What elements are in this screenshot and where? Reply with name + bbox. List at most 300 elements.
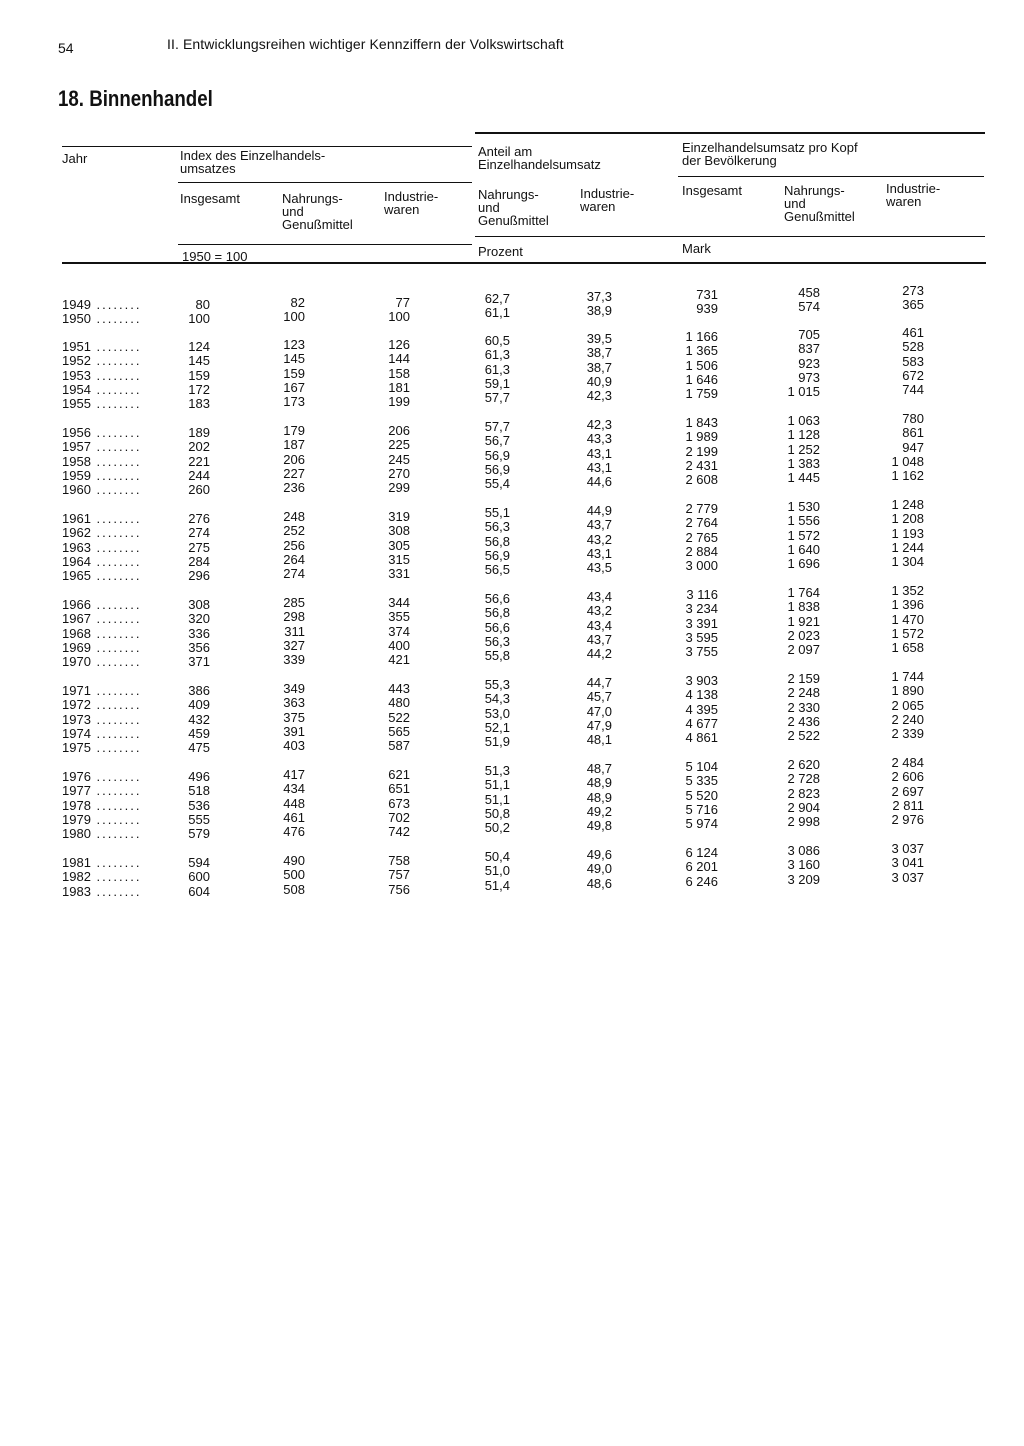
table-cell: 60,5 bbox=[484, 333, 510, 348]
table-cell: 742 bbox=[388, 824, 410, 840]
table-cell: 400 bbox=[388, 637, 410, 653]
table-cell: 48,9 bbox=[586, 775, 612, 791]
table-cell: 1 646 bbox=[685, 371, 718, 387]
table-cell: 50,2 bbox=[484, 820, 510, 836]
table-cell: 5 104 bbox=[685, 759, 718, 774]
table-cell: 702 bbox=[388, 809, 410, 825]
table-cell: 56,7 bbox=[484, 433, 510, 449]
table-cell: 461 bbox=[902, 325, 924, 340]
table-cell: 296 bbox=[188, 568, 210, 584]
year-label: 1973 bbox=[62, 711, 91, 727]
table-cell: 480 bbox=[388, 695, 410, 711]
table-cell: 3 595 bbox=[685, 629, 718, 645]
table-cell: 672 bbox=[902, 367, 924, 383]
table-cell: 2 608 bbox=[685, 472, 718, 488]
row-year bbox=[62, 741, 141, 755]
table-cell: 344 bbox=[388, 595, 410, 610]
table-cell: 55,1 bbox=[484, 505, 510, 520]
table-cell: 1 396 bbox=[891, 597, 924, 613]
table-cell: 56,3 bbox=[484, 519, 510, 535]
table-cell: 1 252 bbox=[787, 441, 820, 457]
table-cell: 308 bbox=[188, 597, 210, 612]
row-year bbox=[62, 569, 141, 583]
year-label: 1956 bbox=[62, 425, 91, 440]
table-cell: 458 bbox=[798, 285, 820, 300]
row-year bbox=[62, 655, 141, 669]
table-cell: 284 bbox=[188, 553, 210, 569]
leader-dots: ........ bbox=[90, 297, 142, 312]
table-cell: 1 365 bbox=[685, 343, 718, 359]
table-cell: 1 063 bbox=[787, 413, 820, 428]
table-cell: 417 bbox=[283, 767, 305, 782]
table-cell: 145 bbox=[188, 353, 210, 369]
table-cell: 40,9 bbox=[586, 373, 612, 389]
table-cell: 490 bbox=[283, 853, 305, 868]
table-cell: 1 383 bbox=[787, 455, 820, 471]
table-cell: 528 bbox=[902, 339, 924, 355]
table-cell: 38,7 bbox=[586, 345, 612, 361]
table-cell: 298 bbox=[283, 609, 305, 625]
leader-dots: ........ bbox=[90, 883, 142, 899]
table-cell: 49,6 bbox=[586, 847, 612, 862]
leader-dots: ........ bbox=[90, 339, 142, 354]
table-cell: 37,3 bbox=[586, 289, 612, 304]
table-cell: 6 124 bbox=[685, 845, 718, 860]
table-cell: 2 484 bbox=[891, 755, 924, 770]
table-cell: 3 000 bbox=[685, 558, 718, 574]
table-cell: 1 530 bbox=[787, 499, 820, 514]
table-cell: 2 606 bbox=[891, 769, 924, 785]
table-cell: 403 bbox=[283, 738, 305, 754]
leader-dots: ........ bbox=[90, 855, 142, 870]
page-number: 54 bbox=[58, 40, 74, 56]
table-cell: 939 bbox=[696, 301, 718, 317]
table-cell: 621 bbox=[388, 767, 410, 782]
table-cell: 459 bbox=[188, 725, 210, 741]
row-year bbox=[62, 397, 141, 411]
table-cell: 49,0 bbox=[586, 861, 612, 877]
table-cell: 1 445 bbox=[787, 470, 820, 486]
table-cell: 594 bbox=[188, 855, 210, 870]
table-cell: 651 bbox=[388, 781, 410, 797]
table-cell: 780 bbox=[902, 411, 924, 426]
table-cell: 1 572 bbox=[787, 527, 820, 543]
table-cell: 421 bbox=[388, 652, 410, 668]
table-cell: 2 998 bbox=[787, 814, 820, 830]
table-cell: 3 903 bbox=[685, 673, 718, 688]
table-cell: 43,3 bbox=[586, 431, 612, 447]
year-label: 1965 bbox=[62, 568, 91, 584]
table-cell: 56,8 bbox=[484, 605, 510, 621]
table-cell: 2 823 bbox=[787, 785, 820, 801]
table-cell: 158 bbox=[388, 365, 410, 381]
table-cell: 48,7 bbox=[586, 761, 612, 776]
table-cell: 55,3 bbox=[484, 677, 510, 692]
table-cell: 4 138 bbox=[685, 687, 718, 703]
leader-dots: ........ bbox=[90, 511, 142, 526]
leader-dots: ........ bbox=[90, 482, 142, 498]
table-cell: 3 086 bbox=[787, 843, 820, 858]
table-cell: 758 bbox=[388, 853, 410, 868]
table-cell: 276 bbox=[188, 511, 210, 526]
table-cell: 299 bbox=[388, 480, 410, 496]
year-label: 1962 bbox=[62, 525, 91, 541]
table-cell: 1 304 bbox=[891, 554, 924, 570]
table-cell: 496 bbox=[188, 769, 210, 784]
table-title: 18. Binnenhandel bbox=[58, 86, 213, 111]
year-label: 1949 bbox=[62, 297, 91, 312]
table-cell: 1 244 bbox=[891, 539, 924, 555]
year-label: 1964 bbox=[62, 553, 91, 569]
table-cell: 2 065 bbox=[891, 697, 924, 713]
table-cell: 256 bbox=[283, 537, 305, 553]
table-cell: 2 728 bbox=[787, 771, 820, 787]
table-cell: 2 522 bbox=[787, 728, 820, 744]
table-cell: 1 843 bbox=[685, 415, 718, 430]
table-cell: 56,9 bbox=[484, 461, 510, 477]
table-cell: 274 bbox=[188, 525, 210, 541]
year-label: 1963 bbox=[62, 539, 91, 555]
table-cell: 2 884 bbox=[685, 543, 718, 559]
table-cell: 252 bbox=[283, 523, 305, 539]
table-cell: 227 bbox=[283, 465, 305, 481]
table-cell: 54,3 bbox=[484, 691, 510, 707]
table-cell: 4 677 bbox=[685, 715, 718, 731]
table-cell: 48,9 bbox=[586, 789, 612, 805]
leader-dots: ........ bbox=[90, 869, 142, 885]
table-cell: 51,1 bbox=[484, 777, 510, 793]
table-cell: 82 bbox=[290, 295, 305, 310]
table-cell: 1 048 bbox=[891, 453, 924, 469]
table-cell: 1 759 bbox=[685, 386, 718, 402]
table-cell: 2 764 bbox=[685, 515, 718, 531]
table-cell: 386 bbox=[188, 683, 210, 698]
year-label: 1983 bbox=[62, 883, 91, 899]
col-jahr-header: Jahr bbox=[62, 151, 88, 166]
year-label: 1955 bbox=[62, 396, 91, 412]
year-label: 1951 bbox=[62, 339, 91, 354]
table-cell: 1 921 bbox=[787, 613, 820, 629]
table-cell: 245 bbox=[388, 451, 410, 467]
table-cell: 167 bbox=[283, 379, 305, 395]
table-cell: 43,2 bbox=[586, 531, 612, 547]
table-cell: 53,0 bbox=[484, 705, 510, 721]
table-cell: 43,4 bbox=[586, 589, 612, 604]
table-cell: 56,6 bbox=[484, 619, 510, 635]
table-cell: 50,8 bbox=[484, 805, 510, 821]
table-cell: 1 015 bbox=[787, 384, 820, 400]
table-cell: 391 bbox=[283, 723, 305, 739]
table-cell: 3 041 bbox=[891, 855, 924, 871]
table-cell: 673 bbox=[388, 795, 410, 811]
table-cell: 1 989 bbox=[685, 429, 718, 445]
year-label: 1981 bbox=[62, 855, 91, 870]
leader-dots: ........ bbox=[90, 740, 142, 756]
leader-dots: ........ bbox=[90, 553, 142, 569]
table-cell: 371 bbox=[188, 654, 210, 670]
col-prokopf-industrie-header: Industrie- waren bbox=[886, 181, 941, 209]
table-cell: 2 159 bbox=[787, 671, 820, 686]
table-cell: 3 391 bbox=[685, 615, 718, 631]
table-cell: 59,1 bbox=[484, 375, 510, 391]
table-cell: 2 023 bbox=[787, 627, 820, 643]
table-cell: 331 bbox=[388, 566, 410, 582]
leader-dots: ........ bbox=[90, 396, 142, 412]
table-cell: 124 bbox=[188, 339, 210, 354]
row-year bbox=[62, 827, 141, 841]
leader-dots: ........ bbox=[90, 625, 142, 641]
table-cell: 173 bbox=[283, 394, 305, 410]
table-cell: 42,3 bbox=[586, 388, 612, 404]
table-cell: 2 199 bbox=[685, 443, 718, 459]
unit-mark: Mark bbox=[682, 241, 711, 256]
table-cell: 49,8 bbox=[586, 818, 612, 834]
year-label: 1980 bbox=[62, 826, 91, 842]
table-cell: 43,7 bbox=[586, 517, 612, 533]
table-cell: 308 bbox=[388, 523, 410, 539]
table-cell: 1 470 bbox=[891, 611, 924, 627]
leader-dots: ........ bbox=[90, 425, 142, 440]
table-cell: 6 201 bbox=[685, 859, 718, 875]
table-cell: 206 bbox=[388, 423, 410, 438]
leader-dots: ........ bbox=[90, 769, 142, 784]
table-cell: 275 bbox=[188, 539, 210, 555]
leader-dots: ........ bbox=[90, 539, 142, 555]
table-cell: 47,0 bbox=[586, 703, 612, 719]
rule-group3-sub bbox=[678, 176, 984, 177]
table-cell: 172 bbox=[188, 381, 210, 397]
leader-dots: ........ bbox=[90, 797, 142, 813]
table-cell: 48,1 bbox=[586, 732, 612, 748]
year-label: 1967 bbox=[62, 611, 91, 627]
table-cell: 583 bbox=[902, 353, 924, 369]
table-cell: 273 bbox=[902, 283, 924, 298]
table-cell: 56,8 bbox=[484, 533, 510, 549]
year-label: 1971 bbox=[62, 683, 91, 698]
rule-units-1 bbox=[178, 244, 472, 245]
table-cell: 1 248 bbox=[891, 497, 924, 512]
table-cell: 579 bbox=[188, 826, 210, 842]
table-cell: 508 bbox=[283, 881, 305, 897]
leader-dots: ........ bbox=[90, 439, 142, 455]
table-cell: 2 620 bbox=[787, 757, 820, 772]
leader-dots: ........ bbox=[90, 811, 142, 827]
table-cell: 100 bbox=[388, 309, 410, 325]
table-cell: 1 764 bbox=[787, 585, 820, 600]
table-cell: 327 bbox=[283, 637, 305, 653]
table-cell: 199 bbox=[388, 394, 410, 410]
table-cell: 236 bbox=[283, 480, 305, 496]
table-cell: 518 bbox=[188, 783, 210, 799]
table-cell: 43,1 bbox=[586, 545, 612, 561]
table-cell: 3 234 bbox=[685, 601, 718, 617]
table-cell: 100 bbox=[188, 311, 210, 327]
table-cell: 45,7 bbox=[586, 689, 612, 705]
table-cell: 705 bbox=[798, 327, 820, 342]
leader-dots: ........ bbox=[90, 783, 142, 799]
table-cell: 500 bbox=[283, 867, 305, 883]
table-cell: 56,3 bbox=[484, 633, 510, 649]
table-cell: 51,1 bbox=[484, 791, 510, 807]
table-cell: 43,1 bbox=[586, 445, 612, 461]
rule-group1-sub bbox=[178, 182, 472, 183]
col-index-industrie-header: Industrie- waren bbox=[384, 189, 439, 217]
table-cell: 38,9 bbox=[586, 303, 612, 319]
table-cell: 1 162 bbox=[891, 468, 924, 484]
table-cell: 6 246 bbox=[685, 873, 718, 889]
year-label: 1978 bbox=[62, 797, 91, 813]
table-cell: 355 bbox=[388, 609, 410, 625]
year-label: 1979 bbox=[62, 811, 91, 827]
table-cell: 536 bbox=[188, 797, 210, 813]
col-prokopf-insgesamt-header: Insgesamt bbox=[682, 183, 742, 198]
table-cell: 1 208 bbox=[891, 511, 924, 527]
year-label: 1982 bbox=[62, 869, 91, 885]
unit-index: 1950 = 100 bbox=[182, 249, 248, 264]
leader-dots: ........ bbox=[90, 597, 142, 612]
table-cell: 1 193 bbox=[891, 525, 924, 541]
year-label: 1975 bbox=[62, 740, 91, 756]
table-cell: 43,2 bbox=[586, 603, 612, 619]
table-cell: 5 716 bbox=[685, 801, 718, 817]
table-cell: 44,9 bbox=[586, 503, 612, 518]
table-cell: 159 bbox=[283, 365, 305, 381]
table-cell: 4 395 bbox=[685, 701, 718, 717]
leader-dots: ........ bbox=[90, 683, 142, 698]
row-year bbox=[62, 312, 141, 326]
table-cell: 587 bbox=[388, 738, 410, 754]
leader-dots: ........ bbox=[90, 467, 142, 483]
table-cell: 356 bbox=[188, 639, 210, 655]
table-cell: 305 bbox=[388, 537, 410, 553]
leader-dots: ........ bbox=[90, 826, 142, 842]
table-cell: 57,7 bbox=[484, 390, 510, 406]
table-cell: 50,4 bbox=[484, 849, 510, 864]
table-cell: 3 209 bbox=[787, 871, 820, 887]
year-label: 1957 bbox=[62, 439, 91, 455]
year-label: 1966 bbox=[62, 597, 91, 612]
leader-dots: ........ bbox=[90, 311, 142, 327]
table-cell: 44,2 bbox=[586, 646, 612, 662]
col-prokopf-nahrung-header: Nahrungs- und Genußmittel bbox=[784, 183, 855, 224]
table-cell: 56,6 bbox=[484, 591, 510, 606]
table-top-rule bbox=[475, 132, 985, 134]
table-cell: 861 bbox=[902, 425, 924, 441]
table-cell: 62,7 bbox=[484, 291, 510, 306]
table-cell: 365 bbox=[902, 297, 924, 313]
table-cell: 461 bbox=[283, 809, 305, 825]
table-cell: 336 bbox=[188, 625, 210, 641]
table-cell: 320 bbox=[188, 611, 210, 627]
year-label: 1959 bbox=[62, 467, 91, 483]
table-cell: 1 696 bbox=[787, 556, 820, 572]
table-cell: 56,9 bbox=[484, 447, 510, 463]
table-cell: 43,4 bbox=[586, 617, 612, 633]
year-label: 1969 bbox=[62, 639, 91, 655]
table-cell: 574 bbox=[798, 299, 820, 315]
table-cell: 55,8 bbox=[484, 648, 510, 664]
table-cell: 973 bbox=[798, 369, 820, 385]
table-cell: 221 bbox=[188, 453, 210, 469]
table-cell: 311 bbox=[284, 623, 305, 639]
table-cell: 264 bbox=[283, 551, 305, 567]
year-label: 1954 bbox=[62, 381, 91, 397]
table-cell: 51,4 bbox=[484, 877, 510, 893]
table-cell: 1 506 bbox=[685, 357, 718, 373]
table-cell: 2 811 bbox=[892, 797, 924, 813]
table-cell: 432 bbox=[188, 711, 210, 727]
table-cell: 522 bbox=[388, 709, 410, 725]
table-cell: 2 697 bbox=[891, 783, 924, 799]
table-cell: 2 431 bbox=[685, 457, 718, 473]
table-cell: 4 861 bbox=[685, 730, 718, 746]
year-label: 1952 bbox=[62, 353, 91, 369]
table-cell: 2 240 bbox=[891, 711, 924, 727]
table-cell: 2 248 bbox=[787, 685, 820, 701]
table-cell: 315 bbox=[388, 551, 410, 567]
table-cell: 374 bbox=[388, 623, 410, 639]
year-label: 1972 bbox=[62, 697, 91, 713]
table-cell: 51,9 bbox=[484, 734, 510, 750]
table-cell: 1 166 bbox=[685, 329, 718, 344]
table-cell: 44,6 bbox=[586, 474, 612, 490]
table-cell: 837 bbox=[798, 341, 820, 357]
table-cell: 187 bbox=[283, 437, 305, 453]
table-cell: 2 339 bbox=[891, 726, 924, 742]
leader-dots: ........ bbox=[90, 453, 142, 469]
table-cell: 56,5 bbox=[484, 562, 510, 578]
table-cell: 349 bbox=[283, 681, 305, 696]
table-cell: 43,1 bbox=[586, 459, 612, 475]
table-cell: 565 bbox=[388, 723, 410, 739]
col-group-anteil-header: Anteil am Einzelhandelsumsatz bbox=[478, 144, 601, 172]
leader-dots: ........ bbox=[90, 711, 142, 727]
table-cell: 123 bbox=[283, 337, 305, 352]
year-label: 1960 bbox=[62, 482, 91, 498]
table-cell: 319 bbox=[388, 509, 410, 524]
table-cell: 3 160 bbox=[787, 857, 820, 873]
table-cell: 1 128 bbox=[787, 427, 820, 443]
table-cell: 57,7 bbox=[484, 419, 510, 434]
year-label: 1970 bbox=[62, 654, 91, 670]
year-label: 1961 bbox=[62, 511, 91, 526]
table-cell: 183 bbox=[188, 396, 210, 412]
table-cell: 202 bbox=[188, 439, 210, 455]
table-cell: 56,9 bbox=[484, 547, 510, 563]
table-cell: 100 bbox=[283, 309, 305, 325]
table-cell: 38,7 bbox=[586, 359, 612, 375]
table-cell: 1 838 bbox=[787, 599, 820, 615]
table-cell: 2 779 bbox=[685, 501, 718, 516]
table-cell: 5 335 bbox=[685, 773, 718, 789]
table-cell: 80 bbox=[195, 297, 210, 312]
col-index-nahrung-header: Nahrungs- und Genußmittel bbox=[282, 191, 353, 232]
table-cell: 285 bbox=[283, 595, 305, 610]
table-cell: 270 bbox=[388, 465, 410, 481]
table-cell: 77 bbox=[395, 295, 410, 310]
table-cell: 2 330 bbox=[787, 699, 820, 715]
table-cell: 48,6 bbox=[586, 875, 612, 891]
table-cell: 61,3 bbox=[484, 361, 510, 377]
col-group-prokopf-header: Einzelhandelsumsatz pro Kopf der Bevölkerung bbox=[682, 140, 858, 168]
table-cell: 206 bbox=[283, 451, 305, 467]
table-cell: 55,4 bbox=[484, 476, 510, 492]
leader-dots: ........ bbox=[90, 568, 142, 584]
table-cell: 2 765 bbox=[685, 529, 718, 545]
leader-dots: ........ bbox=[90, 353, 142, 369]
table-cell: 923 bbox=[798, 355, 820, 371]
table-cell: 1 556 bbox=[787, 513, 820, 529]
